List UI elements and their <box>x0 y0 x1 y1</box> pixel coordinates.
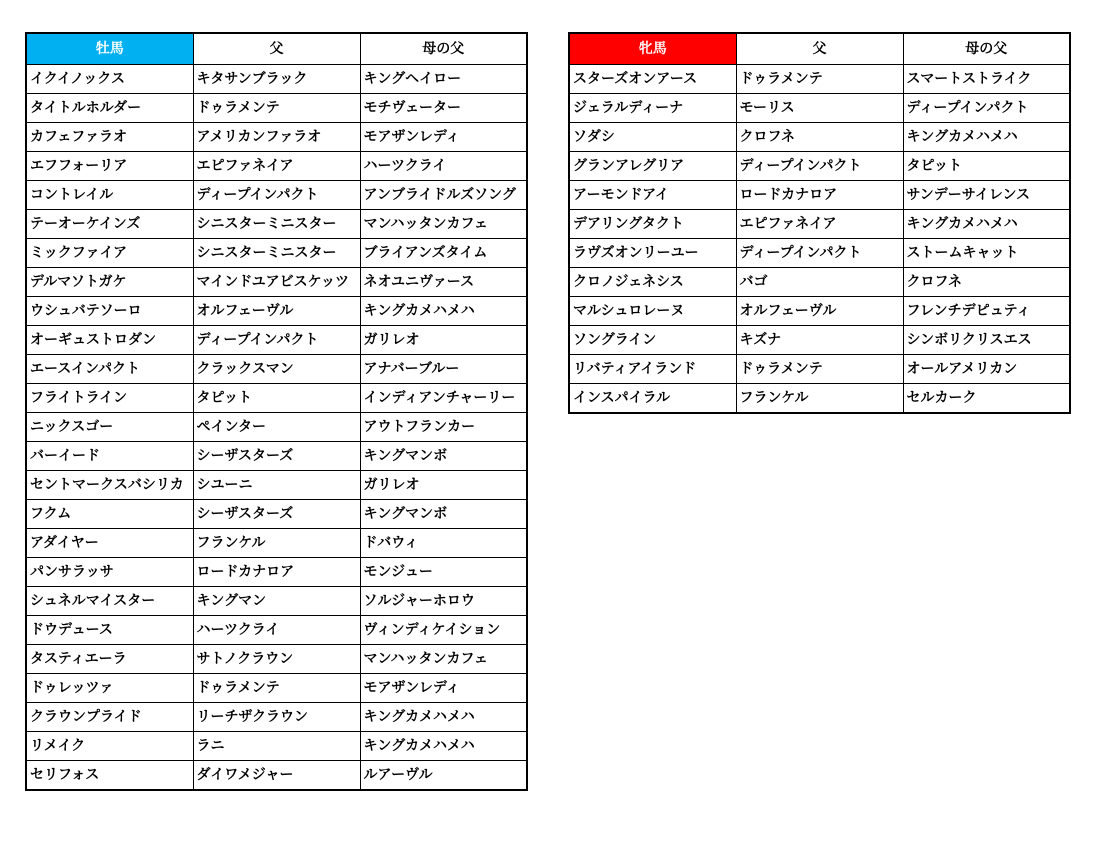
sire-cell: ロードカナロア <box>193 558 360 587</box>
broodmare-sire-cell: キングカメハメハ <box>903 123 1070 152</box>
sire-cell: シーザスターズ <box>193 442 360 471</box>
broodmare-sire-cell: キングカメハメハ <box>903 210 1070 239</box>
table-row <box>26 94 527 123</box>
broodmare-sire-cell: ストームキャット <box>903 239 1070 268</box>
horse-name-cell: セントマークスバシリカ <box>26 471 193 500</box>
horse-name-cell: コントレイル <box>26 181 193 210</box>
table-row <box>569 181 1070 210</box>
horse-name-cell: パンサラッサ <box>26 558 193 587</box>
table-row <box>26 761 527 791</box>
sire-cell: ディープインパクト <box>193 181 360 210</box>
horse-name-cell: アダイヤー <box>26 529 193 558</box>
sire-cell: ディープインパクト <box>736 152 903 181</box>
table-row <box>26 674 527 703</box>
broodmare-sire-cell: ヴィンディケイション <box>360 616 527 645</box>
sire-cell: ディープインパクト <box>193 326 360 355</box>
header-sire: 父 <box>193 33 360 65</box>
broodmare-sire-cell: キングカメハメハ <box>360 297 527 326</box>
broodmare-sire-cell: キングカメハメハ <box>360 732 527 761</box>
table-row <box>26 587 527 616</box>
broodmare-sire-cell: マンハッタンカフェ <box>360 645 527 674</box>
sire-cell: フランケル <box>193 529 360 558</box>
broodmare-sire-cell: モンジュー <box>360 558 527 587</box>
horse-name-cell: ラヴズオンリーユー <box>569 239 736 268</box>
header-broodmare-sire: 母の父 <box>360 33 527 65</box>
sire-cell: リーチザクラウン <box>193 703 360 732</box>
table-row <box>569 65 1070 94</box>
horse-name-cell: イクイノックス <box>26 65 193 94</box>
table-row <box>26 123 527 152</box>
sire-cell: ダイワメジャー <box>193 761 360 791</box>
horse-name-cell: カフェファラオ <box>26 123 193 152</box>
sire-cell: ドゥラメンテ <box>193 674 360 703</box>
broodmare-sire-cell: キングヘイロー <box>360 65 527 94</box>
sire-cell: エピファネイア <box>736 210 903 239</box>
header-horse: 牝馬 <box>569 33 736 65</box>
table-row <box>26 529 527 558</box>
table-row <box>26 616 527 645</box>
table-row <box>569 268 1070 297</box>
broodmare-sire-cell: モアザンレディ <box>360 674 527 703</box>
table-header-row <box>26 33 527 65</box>
horse-name-cell: エースインパクト <box>26 355 193 384</box>
horse-name-cell: タスティエーラ <box>26 645 193 674</box>
table-row <box>569 210 1070 239</box>
table-row <box>26 645 527 674</box>
sire-cell: エピファネイア <box>193 152 360 181</box>
horse-name-cell: クロノジェネシス <box>569 268 736 297</box>
sire-cell: ドゥラメンテ <box>193 94 360 123</box>
table-row <box>26 442 527 471</box>
female-table-body <box>569 65 1070 414</box>
table-row <box>26 413 527 442</box>
broodmare-sire-cell: キングマンボ <box>360 442 527 471</box>
broodmare-sire-cell: ディープインパクト <box>903 94 1070 123</box>
sire-cell: バゴ <box>736 268 903 297</box>
horse-name-cell: デルマソトガケ <box>26 268 193 297</box>
sire-cell: ドゥラメンテ <box>736 65 903 94</box>
table-row <box>569 152 1070 181</box>
table-row <box>569 239 1070 268</box>
broodmare-sire-cell: キングマンボ <box>360 500 527 529</box>
header-broodmare-sire: 母の父 <box>903 33 1070 65</box>
broodmare-sire-cell: ドバウィ <box>360 529 527 558</box>
table-row <box>26 471 527 500</box>
broodmare-sire-cell: シンボリクリスエス <box>903 326 1070 355</box>
broodmare-sire-cell: フレンチデピュティ <box>903 297 1070 326</box>
broodmare-sire-cell: モアザンレディ <box>360 123 527 152</box>
broodmare-sire-cell: アンブライドルズソング <box>360 181 527 210</box>
table-row <box>26 384 527 413</box>
table-row <box>569 384 1070 414</box>
broodmare-sire-cell: キングカメハメハ <box>360 703 527 732</box>
table-row <box>569 94 1070 123</box>
horse-name-cell: ウシュバテソーロ <box>26 297 193 326</box>
horse-name-cell: ミックファイア <box>26 239 193 268</box>
broodmare-sire-cell: ガリレオ <box>360 326 527 355</box>
header-sire: 父 <box>736 33 903 65</box>
horse-name-cell: フライトライン <box>26 384 193 413</box>
sire-cell: アメリカンファラオ <box>193 123 360 152</box>
horse-name-cell: フクム <box>26 500 193 529</box>
broodmare-sire-cell: モチヴェーター <box>360 94 527 123</box>
horse-name-cell: マルシュロレーヌ <box>569 297 736 326</box>
horse-name-cell: デアリングタクト <box>569 210 736 239</box>
horse-name-cell: リバティアイランド <box>569 355 736 384</box>
table-row <box>26 268 527 297</box>
broodmare-sire-cell: オールアメリカン <box>903 355 1070 384</box>
horse-name-cell: リメイク <box>26 732 193 761</box>
broodmare-sire-cell: タピット <box>903 152 1070 181</box>
horse-name-cell: ドゥレッツァ <box>26 674 193 703</box>
broodmare-sire-cell: ハーツクライ <box>360 152 527 181</box>
broodmare-sire-cell: ルアーヴル <box>360 761 527 791</box>
sire-cell: キングマン <box>193 587 360 616</box>
broodmare-sire-cell: ガリレオ <box>360 471 527 500</box>
sire-cell: フランケル <box>736 384 903 414</box>
header-horse: 牡馬 <box>26 33 193 65</box>
table-row <box>569 123 1070 152</box>
horse-name-cell: アーモンドアイ <box>569 181 736 210</box>
horse-name-cell: ニックスゴー <box>26 413 193 442</box>
table-row <box>569 297 1070 326</box>
sire-cell: キズナ <box>736 326 903 355</box>
table-row <box>26 152 527 181</box>
broodmare-sire-cell: サンデーサイレンス <box>903 181 1070 210</box>
sire-cell: モーリス <box>736 94 903 123</box>
broodmare-sire-cell: マンハッタンカフェ <box>360 210 527 239</box>
broodmare-sire-cell: ブライアンズタイム <box>360 239 527 268</box>
broodmare-sire-cell: セルカーク <box>903 384 1070 414</box>
female-horse-table <box>568 32 1071 414</box>
broodmare-sire-cell: クロフネ <box>903 268 1070 297</box>
sire-cell: シニスターミニスター <box>193 210 360 239</box>
sire-cell: タピット <box>193 384 360 413</box>
sire-cell: オルフェーヴル <box>193 297 360 326</box>
sire-cell: ハーツクライ <box>193 616 360 645</box>
sire-cell: シニスターミニスター <box>193 239 360 268</box>
horse-name-cell: エフフォーリア <box>26 152 193 181</box>
horse-name-cell: オーギュストロダン <box>26 326 193 355</box>
horse-name-cell: テーオーケインズ <box>26 210 193 239</box>
sire-cell: オルフェーヴル <box>736 297 903 326</box>
horse-name-cell: セリフォス <box>26 761 193 791</box>
sire-cell: ロードカナロア <box>736 181 903 210</box>
sire-cell: クラックスマン <box>193 355 360 384</box>
horse-name-cell: スターズオンアース <box>569 65 736 94</box>
sire-cell: シユーニ <box>193 471 360 500</box>
horse-name-cell: ドウデュース <box>26 616 193 645</box>
broodmare-sire-cell: インディアンチャーリー <box>360 384 527 413</box>
table-row <box>26 703 527 732</box>
horse-name-cell: タイトルホルダー <box>26 94 193 123</box>
sire-cell: サトノクラウン <box>193 645 360 674</box>
table-row <box>26 558 527 587</box>
broodmare-sire-cell: アナバーブルー <box>360 355 527 384</box>
horse-name-cell: クラウンプライド <box>26 703 193 732</box>
table-row <box>26 239 527 268</box>
horse-name-cell: インスパイラル <box>569 384 736 414</box>
table-header-row <box>569 33 1070 65</box>
sire-cell: ドゥラメンテ <box>736 355 903 384</box>
broodmare-sire-cell: アウトフランカー <box>360 413 527 442</box>
table-row <box>26 500 527 529</box>
horse-name-cell: グランアレグリア <box>569 152 736 181</box>
horse-name-cell: ソダシ <box>569 123 736 152</box>
sire-cell: マインドユアビスケッツ <box>193 268 360 297</box>
sire-cell: ペインター <box>193 413 360 442</box>
male-table-body <box>26 65 527 791</box>
sire-cell: シーザスターズ <box>193 500 360 529</box>
horse-name-cell: ソングライン <box>569 326 736 355</box>
horse-name-cell: バーイード <box>26 442 193 471</box>
table-row <box>26 65 527 94</box>
table-row <box>569 355 1070 384</box>
horse-name-cell: ジェラルディーナ <box>569 94 736 123</box>
sire-cell: ラニ <box>193 732 360 761</box>
male-horse-table <box>25 32 528 791</box>
broodmare-sire-cell: ネオユニヴァース <box>360 268 527 297</box>
sire-cell: クロフネ <box>736 123 903 152</box>
broodmare-sire-cell: スマートストライク <box>903 65 1070 94</box>
table-row <box>26 732 527 761</box>
sire-cell: ディープインパクト <box>736 239 903 268</box>
table-row <box>26 210 527 239</box>
sire-cell: キタサンブラック <box>193 65 360 94</box>
table-row <box>26 181 527 210</box>
horse-name-cell: シュネルマイスター <box>26 587 193 616</box>
table-row <box>26 297 527 326</box>
table-row <box>569 326 1070 355</box>
broodmare-sire-cell: ソルジャーホロウ <box>360 587 527 616</box>
table-row <box>26 355 527 384</box>
table-row <box>26 326 527 355</box>
